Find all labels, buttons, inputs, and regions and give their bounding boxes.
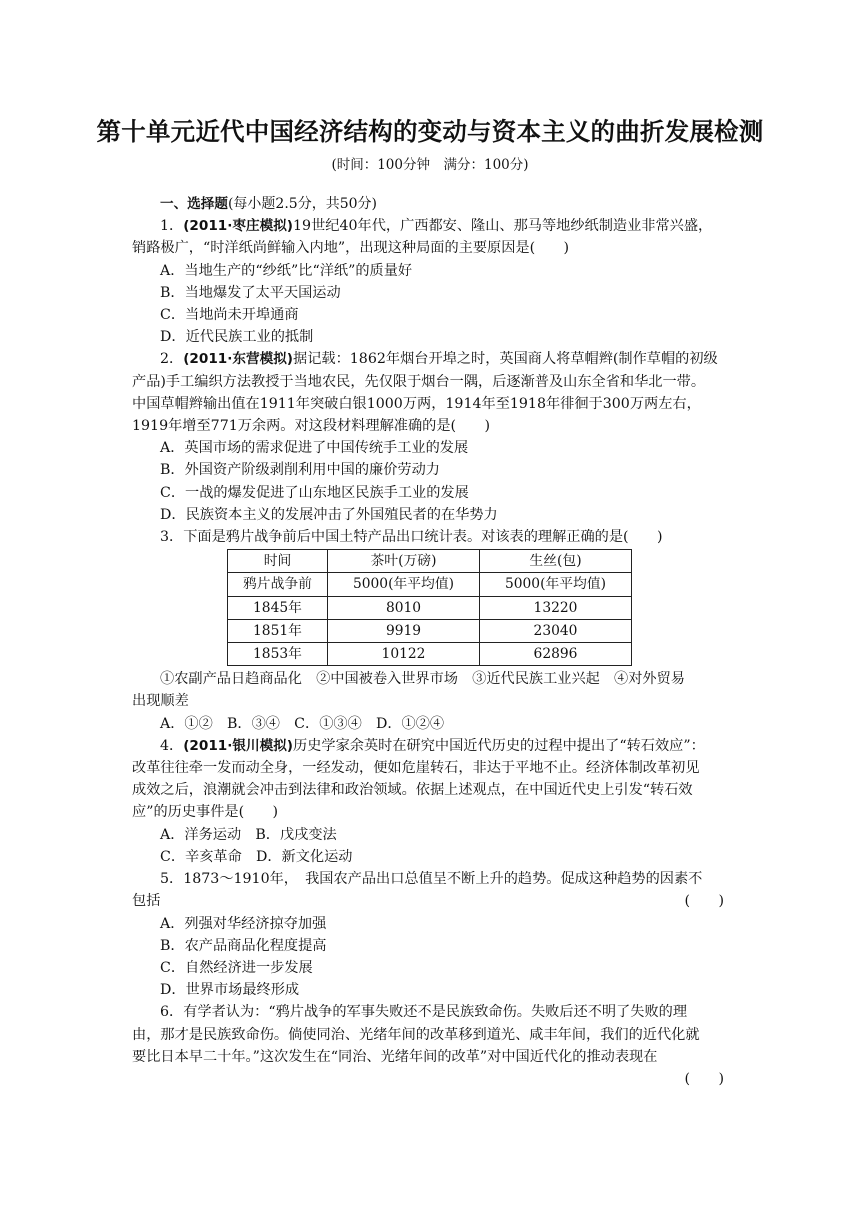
question-choices: 出现顺差 <box>132 693 189 710</box>
question-6 <box>132 1001 732 1090</box>
export-table-wrap <box>227 549 732 666</box>
question-text: 产品)手工编织方法教授于当地农民，先仅限于烟台一隅，后逐渐普及山东全省和华北一带。 <box>132 373 706 390</box>
option-b: B．农产品商品化程度提高 <box>160 937 327 954</box>
table-cell: 1851年 <box>228 619 328 642</box>
question-options: A．①② B．③④ C．①③④ D．①②④ <box>160 715 445 732</box>
option-b: B．外国资产阶级剥削利用中国的廉价劳动力 <box>160 462 440 479</box>
option-c: C．自然经济进一步发展 <box>160 959 313 976</box>
question-1 <box>132 215 732 348</box>
option-c: C．当地尚未开埠通商 <box>160 307 299 324</box>
question-source: (2011·银川模拟) <box>183 737 294 754</box>
question-text: 应”的历史事件是( ) <box>132 804 279 821</box>
document-subtitle: (时间：100分钟 满分：100分) <box>331 157 529 173</box>
option-d: D．近代民族工业的抵制 <box>160 329 314 346</box>
question-choices: ①农副产品日趋商品化 ②中国被卷入世界市场 ③近代民族工业兴起 ④对外贸易 <box>160 671 685 688</box>
table-row <box>228 619 632 642</box>
question-text: 由，那才是民族致命伤。倘使同治、光绪年间的改革移到道光、咸丰年间，我们的近代化就 <box>132 1026 700 1043</box>
table-cell: 鸦片战争前 <box>228 573 328 596</box>
question-number: 3． <box>160 529 184 546</box>
question-text: 成效之后，浪潮就会冲击到法律和政治领域。依据上述观点，在中国近代史上引发“转石效 <box>132 782 693 799</box>
table-cell: 23040 <box>480 619 632 642</box>
question-text: 要比日本早二十年。”这次发生在“同治、光绪年间的改革”对中国近代化的推动表现在 <box>132 1048 658 1065</box>
option-c: C．一战的爆发促进了山东地区民族手工业的发展 <box>160 484 469 501</box>
table-cell: 62896 <box>480 643 632 666</box>
table-header-cell: 生丝(包) <box>480 550 632 573</box>
section-title: 一、选择题 <box>160 196 228 212</box>
option-d: D．民族资本主义的发展冲击了外国殖民者的在华势力 <box>160 506 498 523</box>
table-header-cell: 茶叶(万磅) <box>328 550 480 573</box>
document-title: 第十单元近代中国经济结构的变动与资本主义的曲折发展检测 <box>96 117 764 146</box>
answer-paren: ( ) <box>684 1070 724 1087</box>
question-text: 中国草帽辫输出值在1911年突破白银1000万两，1914年至1918年徘徊于300万两左右， <box>132 395 701 412</box>
section-heading <box>132 193 732 215</box>
question-options: A．洋务运动 B．戊戌变法 <box>160 826 337 843</box>
table-cell: 13220 <box>480 596 632 619</box>
question-text: 1919年增至771万余两。对这段材料理解准确的是( ) <box>132 418 491 435</box>
question-source: (2011·枣庄模拟) <box>183 218 294 235</box>
question-2 <box>132 348 732 526</box>
table-cell: 5000(年平均值) <box>480 573 632 596</box>
question-text: 19世纪40年代，广西都安、隆山、那马等地纱纸制造业非常兴盛， <box>293 218 713 235</box>
question-text: 下面是鸦片战争前后中国土特产品出口统计表。对该表的理解正确的是( ) <box>183 529 663 546</box>
question-text: 历史学家余英时在研究中国近代历史的过程中提出了“转石效应”： <box>293 737 705 754</box>
question-4 <box>132 735 732 868</box>
question-options: C．辛亥革命 D．新文化运动 <box>160 848 353 865</box>
question-number: 4． <box>160 737 184 754</box>
option-a: A．列强对华经济掠夺加强 <box>160 915 327 932</box>
question-text: 改革往往牵一发而动全身，一经发动，便如危崖转石，非达于平地不止。经济体制改革初见 <box>132 760 700 777</box>
option-b: B．当地爆发了太平天国运动 <box>160 284 341 301</box>
table-header-cell: 时间 <box>228 550 328 573</box>
question-number: 2． <box>160 351 184 368</box>
question-text: 据记载：1862年烟台开埠之时，英国商人将草帽辫(制作草帽的初级 <box>293 351 718 368</box>
table-row <box>228 596 632 619</box>
table-row <box>228 643 632 666</box>
table-cell: 10122 <box>328 643 480 666</box>
table-cell: 1845年 <box>228 596 328 619</box>
document-body <box>132 193 732 1090</box>
table-header-row <box>228 550 632 573</box>
question-text: 包括 <box>132 893 161 910</box>
export-statistics-table <box>227 549 632 666</box>
table-cell: 8010 <box>328 596 480 619</box>
question-source: (2011·东营模拟) <box>183 351 294 368</box>
question-text: 6．有学者认为：“鸦片战争的军事失败还不是民族致命伤。失败后还不明了失败的理 <box>160 1004 688 1021</box>
question-text: 5．1873～1910年， 我国农产品出口总值呈不断上升的趋势。促成这种趋势的因素不 <box>160 871 703 888</box>
question-3 <box>132 526 732 735</box>
table-row <box>228 573 632 596</box>
question-number: 1． <box>160 218 184 235</box>
question-5 <box>132 868 732 1001</box>
section-note: (每小题2.5分，共50分) <box>227 196 377 212</box>
option-d: D．世界市场最终形成 <box>160 982 300 999</box>
option-a: A．当地生产的“纱纸”比“洋纸”的质量好 <box>160 262 413 279</box>
answer-paren: ( ) <box>684 893 724 910</box>
table-cell: 1853年 <box>228 643 328 666</box>
table-cell: 9919 <box>328 619 480 642</box>
table-cell: 5000(年平均值) <box>328 573 480 596</box>
option-a: A．英国市场的需求促进了中国传统手工业的发展 <box>160 440 469 457</box>
question-text: 销路极广，“时洋纸尚鲜输入内地”，出现这种局面的主要原因是( ) <box>132 240 570 257</box>
